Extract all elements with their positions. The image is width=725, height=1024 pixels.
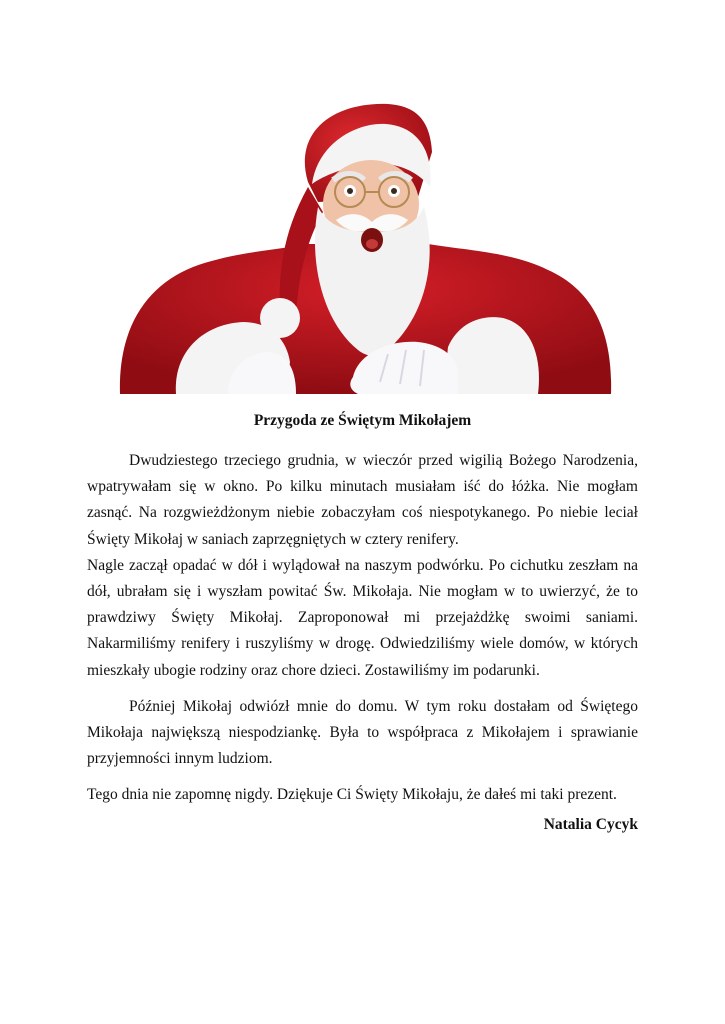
santa-claus-illustration	[118, 92, 618, 394]
paragraph-1: Dwudziestego trzeciego grudnia, w wieczór przed wigilią Bożego Narodzenia, wpatrywałam się w okno. Po kilku minutach musiałam iść do łóżka. Nie mogłam zasnąć. Na rozgwieżdżonym niebie zobaczyłam coś niespotykanego. Po niebie leciał Święty Mikołaj w saniach zaprzęgniętych w cztery renifery.	[87, 452, 638, 548]
author-signature: Natalia Cycyk	[543, 816, 638, 833]
story-title: Przygoda ze Świętym Mikołajem	[253, 412, 472, 429]
story-body	[87, 448, 638, 809]
paragraph-3: Później Mikołaj odwiózł mnie do domu. W tym roku dostałam od Świętego Mikołaja największą niespodziankę. Była to współpraca z Mikołajem i sprawianie przyjemności innym ludziom.	[87, 697, 638, 768]
paragraph-4: Tego dnia nie zapomnę nigdy. Dziękuje Ci Święty Mikołaju, że dałeś mi taki prezent.	[87, 786, 617, 804]
paragraph-2: Nagle zaczął opadać w dół i wylądował na naszym podwórku. Po cichutku zeszłam na dół, ubrałam się i wyszłam powitać Św. Mikołaja. Nie mogłam w to uwierzyć, że to prawdziwy Święty Mikołaj. Zaproponował mi przejażdżkę swoimi saniami. Nakarmiliśmy renifery i ruszyliśmy w drogę. Odwiedziliśmy wiele domów, w których mieszkały ubogie rodziny oraz chore dzieci. Zostawiliśmy im podarunki.	[87, 556, 638, 679]
